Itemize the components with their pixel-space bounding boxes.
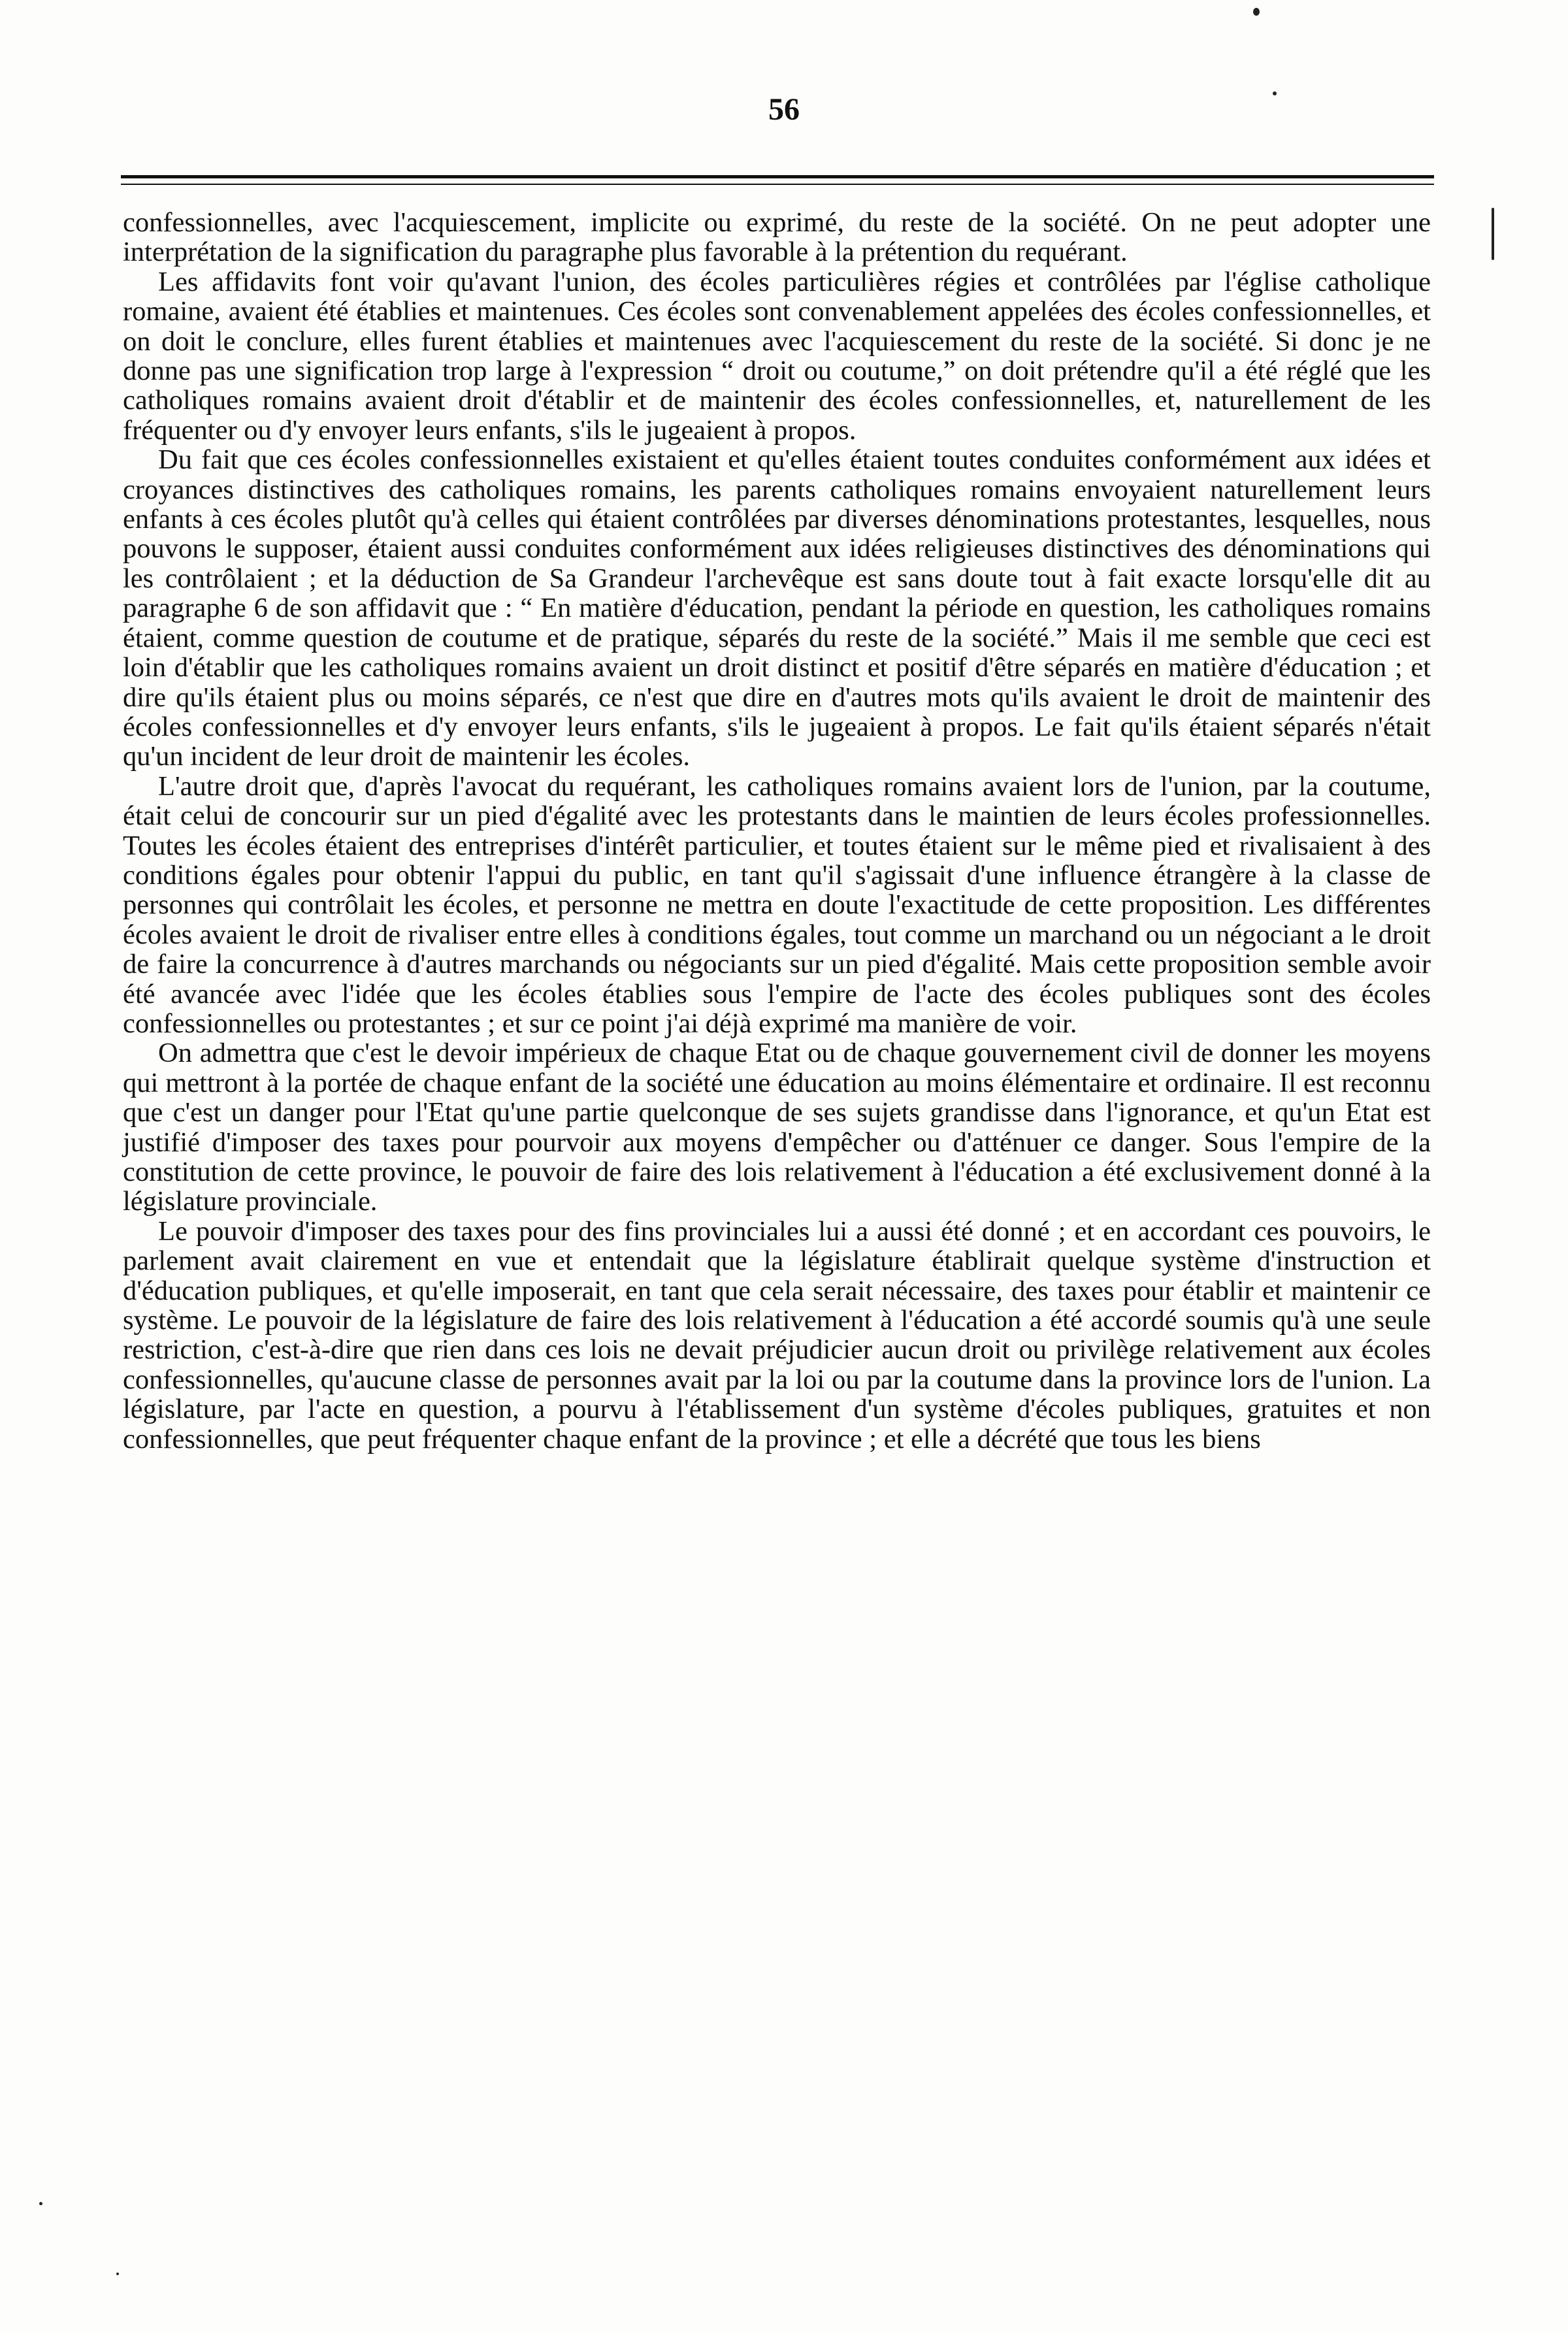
paragraph-3: Du fait que ces écoles confessionnelles existaient et qu'elles étaient toutes conduites conformément aux idées et croyances distinctives des catholiques romains, les parents catholiques romains envoyaient naturellement leurs enfants à ces écoles plutôt qu'à celles qui étaient contrôlées par diverses dénominations protestantes, lesquelles, nous pouvons le supposer, étaient aussi conduites conformément aux idées religieuses distinctives des dénominations qui les contrôlaient ; et la déduction de Sa Grandeur l'archevêque est sans doute tout à fait exacte lorsqu'elle dit au paragraphe 6 de son affidavit que : “ En matière d'éducation, pendant la période en question, les catholiques romains étaient, comme question de coutume et de pratique, séparés du reste de la société.” Mais il me semble que ceci est loin d'établir que les catholiques romains avaient un droit distinct et positif d'être séparés en matière d'éducation ; et dire qu'ils étaient plus ou moins séparés, ce n'est que dire en d'autres mots qu'ils avaient le droit de maintenir des écoles confessionnelles et d'y envoyer leurs enfants, s'ils le jugeaient à propos. Le fait qu'ils étaient séparés n'était qu'un incident de leur droit de maintenir les écoles. — [123, 444, 1431, 772]
header-rule-thin — [121, 184, 1434, 185]
scan-speck — [1492, 208, 1494, 260]
paragraph-4: L'autre droit que, d'après l'avocat du requérant, les catholiques romains avaient lors de l'union, par la coutume, était celui de concourir sur un pied d'égalité avec les protestants dans le maintien de leurs écoles professionnelles. Toutes les écoles étaient des entreprises d'intérêt particulier, et toutes étaient sur le même pied et rivalisaient à des conditions égales pour obtenir l'appui du public, en tant qu'il s'agissait d'une influence étrangère à la classe de personnes qui contrôlait les écoles, et personne ne mettra en doute l'exactitude de cette proposition. Les différentes écoles avaient le droit de rivaliser entre elles à conditions égales, tout comme un marchand ou un négociant a le droit de faire la concurrence à d'autres marchands ou négociants sur un pied d'égalité. Mais cette proposition semble avoir été avancée avec l'idée que les écoles établies sous l'empire de l'acte des écoles publiques sont des écoles confessionnelles ou protestantes ; et sur ce point j'ai déjà exprimé ma manière de voir. — [123, 770, 1431, 1039]
page-number: 56 — [768, 92, 800, 127]
scan-speck — [116, 2273, 119, 2275]
scan-speck — [39, 2202, 42, 2205]
header-rule-thick — [121, 175, 1434, 178]
paragraph-2: Les affidavits font voir qu'avant l'union, des écoles particulières régies et contrôlées par l'église catholique romaine, avaient été établies et maintenues. Ces écoles sont convenablement appelées des écoles confessionnelles, et on doit le conclure, elles furent établies et maintenues avec l'acquiescement du reste de la société. Si donc je ne donne pas une signification trop large à l'expression “ droit ou coutume,” on doit prétendre qu'il a été réglé que les catholiques romains avaient droit d'établir et de maintenir des écoles confessionnelles, et, naturellement de les fréquenter ou d'y envoyer leurs enfants, s'ils le jugeaient à propos. — [123, 266, 1431, 446]
scan-speck — [1253, 8, 1260, 16]
paragraph-5: On admettra que c'est le devoir impérieux de chaque Etat ou de chaque gouvernement civil de donner les moyens qui mettront à la portée de chaque enfant de la société une éducation au moins élémentaire et ordinaire. Il est reconnu que c'est un danger pour l'Etat qu'une partie quelconque de ses sujets grandisse dans l'ignorance, et qu'un Etat est justifié d'imposer des taxes pour pourvoir aux moyens d'empêcher ou d'atténuer ce danger. Sous l'empire de la constitution de cette province, le pouvoir de faire des lois relativement à l'éducation a été exclusivement donné à la législature provinciale. — [123, 1038, 1431, 1217]
scan-speck — [1273, 91, 1277, 95]
paragraph-6: Le pouvoir d'imposer des taxes pour des fins provinciales lui a aussi été donné ; et en accordant ces pouvoirs, le parlement avait clairement en vue et entendait que la législature établirait quelque système d'instruction et d'éducation publiques, et qu'elle imposerait, en tant que cela serait nécessaire, des taxes pour établir et maintenir ce système. Le pouvoir de la législature de faire des lois relativement à l'éducation a été accordé soumis qu'à une seule restriction, c'est-à-dire que rien dans ces lois ne devait préjudicier aucun droit ou privilège relativement aux écoles confessionnelles, qu'aucune classe de personnes avait par la loi ou par la coutume dans la province lors de l'union. La législature, par l'acte en question, a pourvu à l'établissement d'un système d'écoles publiques, gratuites et non confessionnelles, que peut fréquenter chaque enfant de la province ; et elle a décrété que tous les biens — [123, 1215, 1431, 1454]
body-text — [123, 208, 1431, 1454]
paragraph-1: confessionnelles, avec l'acquiescement, implicite ou exprimé, du reste de la société. On ne peut adopter une interprétation de la signification du paragraphe plus favorable à la prétention du requérant. — [123, 207, 1431, 268]
